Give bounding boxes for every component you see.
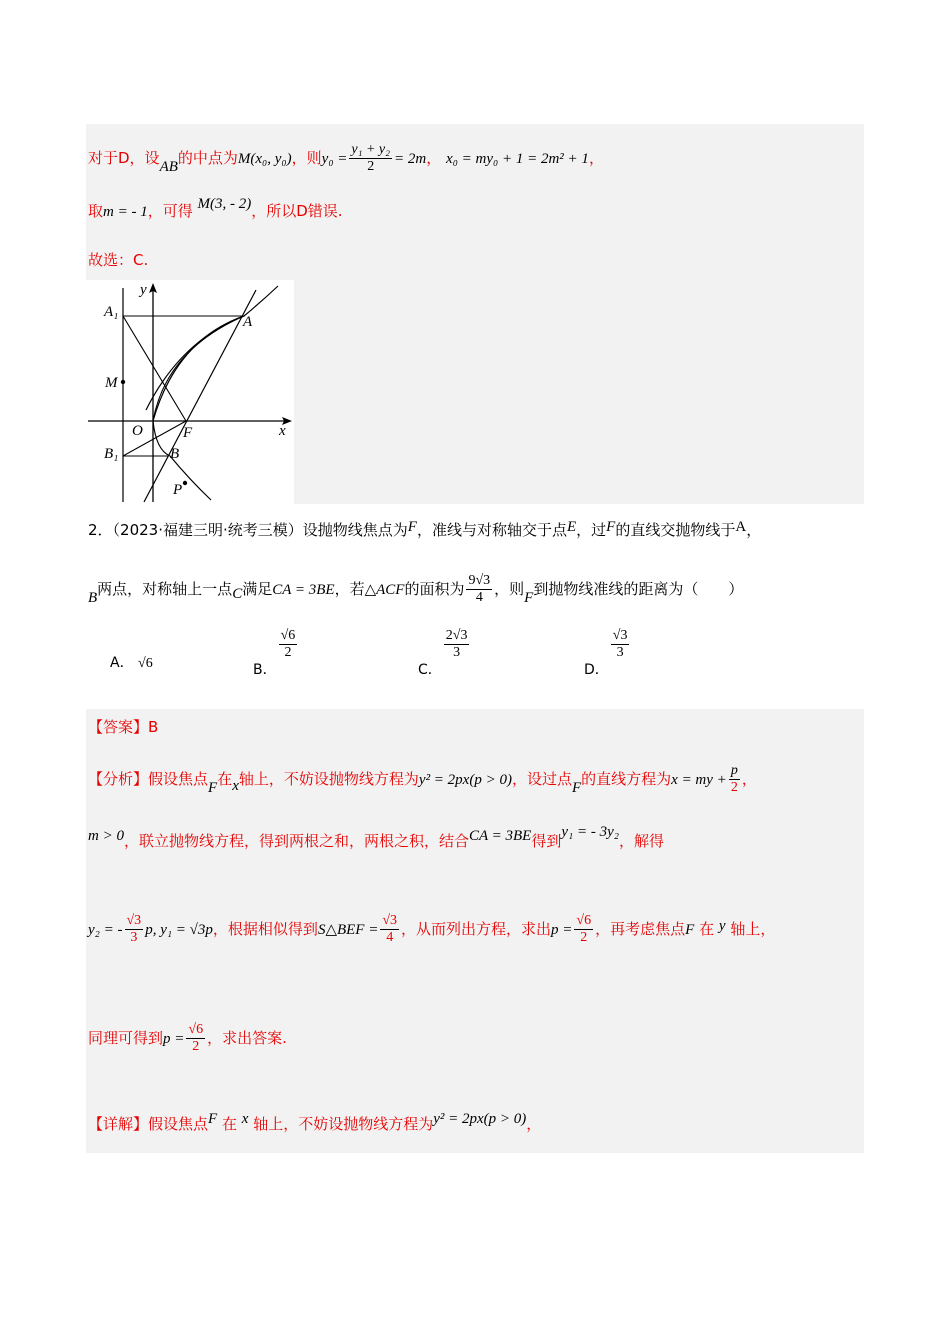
point-m	[121, 380, 125, 384]
point-p	[183, 481, 187, 485]
label-o: O	[132, 423, 143, 439]
solution-line-3: 故选：C.	[88, 251, 149, 269]
curve-o-a	[153, 316, 244, 421]
analysis-line-4: 同理可得到p = $\frac{√6}{2}$ ，求出答案.	[88, 1022, 287, 1054]
option-b[interactable]: B． $\frac{√6}{2}$	[253, 628, 296, 678]
answer-tag: 【答案】B	[88, 718, 159, 736]
label-a: A	[243, 314, 253, 330]
option-d[interactable]: D． $\frac{√3}{3}$	[584, 628, 628, 678]
parabola-figure	[86, 280, 294, 504]
label-a1: A₁	[104, 304, 119, 320]
curve-upper	[146, 286, 278, 410]
solution-line-2: 取m = - 1，可得 M(3, - 2)，所以D错误.	[88, 196, 343, 220]
solution-line-1: 对于D，设AB的中点为M(x₀, y₀)，则y₀ = $\frac{\text{y₁ + y₂}}{2}$ = 2m， x₀ = my₀ + 1 = 2m² + 1，	[88, 142, 604, 175]
analysis-line-2: m > 0，联立抛物线方程，得到两根之和，两根之积，结合CA = 3BE得到y₁ = - 3y₂，解得	[88, 824, 664, 850]
label-m: M	[105, 375, 118, 391]
label-f: F	[183, 425, 193, 441]
detail-line-1: 【详解】假设焦点F 在 x 轴上，不妨设抛物线方程为y² = 2px(p > 0)，	[88, 1111, 542, 1133]
option-c[interactable]: C． $\frac{2√3}{3}$	[418, 628, 468, 678]
figure-svg	[86, 280, 294, 504]
label-b: B	[170, 446, 180, 462]
analysis-line-3: y₂ = - $\frac{√3}{3}$ p, y₁ = √3p，根据相似得到S△BEF = $\frac{√3}{4}$ ，从而列出方程，求出p = $\frac{√6}{2}$ ，再考虑焦点F 在 y 轴上，	[88, 913, 776, 945]
label-y: y	[140, 282, 147, 298]
line-ab	[144, 290, 256, 502]
option-a[interactable]: A． √6	[110, 655, 153, 671]
label-p: P	[173, 482, 183, 498]
label-x: x	[279, 423, 286, 439]
question-line-1: 2．（2023·福建三明·统考三模）设抛物线焦点为F，准线与对称轴交于点E，过F的直线交抛物线于A，	[88, 519, 762, 539]
question-line-2: B两点，对称轴上一点C满足CA = 3BE，若△ACF的面积为 $\frac{9√3}{4}$ ，则F到抛物线准线的距离为（ ）	[88, 573, 744, 606]
analysis-line-1: 【分析】假设焦点F在x轴上，不妨设抛物线方程为y² = 2px(p > 0)，设过点F的直线方程为x = my + $\frac{p}{2}$ ，	[88, 763, 757, 796]
label-b1: B₁	[104, 446, 119, 462]
